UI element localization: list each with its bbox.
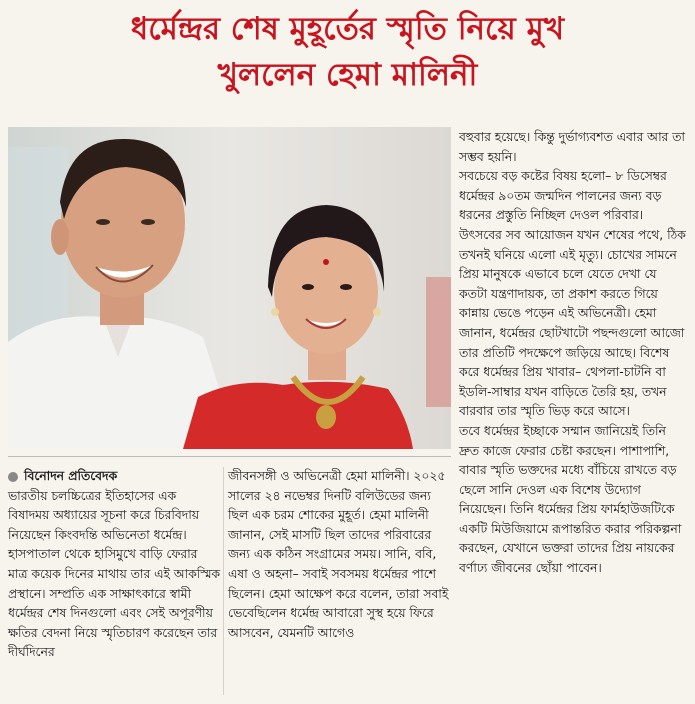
column-3-paragraph: তবে ধর্মেন্দ্রর ইচ্ছাকে সম্মান জানিয়েই তিনি দ্রুত কাজে ফেরার চেষ্টা করছেন। পাশাপাশি, বাবার স্মৃতি ভক্তদের মধ্যে বাঁচিয়ে রাখতে বড় ছেলে সানি দেওল এক বিশেষ উদ্যোগ নিয়েছেন। তিনি ধর্মেন্দ্রর প্রিয় ফার্মহাউজটিকে একটি মিউজিয়ামে রূপান্তরিত করার পরিকল্পনা করছেন, যেখানে ভক্তরা তাদের প্রিয় নায়কের বর্ণাঢ্য জীবনের ছোঁয়া পাবেন। bbox=[459, 423, 682, 576]
column-3-paragraph: সবচেয়ে বড় কষ্টের বিষয় হলো– ৮ ডিসেম্বর ধর্মেন্দ্রর ৯০তম জন্মদিন পালনের জন্য বড় ধরনের প্রস্তুতি নিচ্ছিল দেওল পরিবার। উৎসবের সব আয়োজন যখন শেষের পথে, ঠিক তখনই ঘনিয়ে এলো এই মৃত্যু। চোখের সামনে প্রিয় মানুষকে এভাবে চলে যেতে দেখা যে কতটা যন্ত্রণাদায়ক, তা প্রকাশ করতে গিয়ে কান্নায় ভেঙে পড়েন এই অভিনেত্রী। হেমা জানান, ধর্মেন্দ্রর ছোটখাটো পছন্দগুলো আজো তার প্রতিটি পদক্ষেপে জড়িয়ে আছে। বিশেষ করে ধর্মেন্দ্রর প্রিয় খাবার– থেপলা-চাটনি বা ইডলি-সাম্বার যখন বাড়িতে তৈরি হয়, তখন বারবার তার স্মৃতি ভিড় করে আসে। bbox=[459, 169, 686, 419]
headline-line-1: ধর্মেন্দ্রর শেষ মুহূর্তের স্মৃতি নিয়ে মুখ bbox=[130, 11, 565, 47]
column-3-paragraph: বহুবার হয়েছে। কিন্তু দুর্ভাগ্যবশত এবার আর তা সম্ভব হয়নি। bbox=[459, 130, 685, 164]
headline-line-2: খুললেন হেমা মালিনী bbox=[217, 57, 478, 93]
article-column-3 bbox=[459, 128, 687, 579]
article-photo bbox=[8, 127, 451, 449]
column-divider bbox=[223, 467, 224, 695]
column-1-text: ভারতীয় চলচ্চিত্রের ইতিহাসের এক বিষাদময় অধ্যায়ের সূচনা করে চিরবিদায় নিয়েছেন কিংবদন্তি অভিনেতা ধর্মেন্দ্র। হাসপাতাল থেকে হাসিমুখে বাড়ি ফেরার মাত্র কয়েক দিনের মাথায় তার এই আকস্মিক প্রস্থানে। সম্প্রতি এক সাক্ষাৎকারে স্বামী ধর্মেন্দ্রর শেষ দিনগুলো এবং সেই অপূরণীয় ক্ষতির বেদনা নিয়ে স্মৃতিচারণ করেছেন তার দীর্ঘদিনের bbox=[8, 488, 220, 660]
article-column-1 bbox=[8, 467, 220, 663]
article-column-2 bbox=[228, 467, 451, 643]
byline bbox=[8, 467, 220, 487]
headline bbox=[8, 6, 687, 98]
photo-divider bbox=[8, 456, 451, 457]
byline-text: বিনোদন প্রতিবেদক bbox=[24, 469, 118, 483]
couple-photo-illustration bbox=[8, 127, 451, 449]
bullet-dot-icon bbox=[8, 472, 18, 482]
column-2-text: জীবনসঙ্গী ও অভিনেত্রী হেমা মালিনী। ২০২৫ সালের ২৪ নভেম্বর দিনটি বলিউডের জন্য ছিল এক চরম শোকের মুহূর্ত। হেমা মালিনী জানান, সেই মাসটি ছিল তাদের পরিবারের জন্য এক কঠিন সংগ্রামের সময়। সানি, ববি, এষা ও অহনা– সবাই সবসময় ধর্মেন্দ্রর পাশে ছিলেন। হেমা আক্ষেপ করে বলেন, তারা সবাই ভেবেছিলেন ধর্মেন্দ্র আবারো সুস্থ হয়ে ফিরে আসবেন, যেমনটি আগেও bbox=[228, 469, 449, 640]
